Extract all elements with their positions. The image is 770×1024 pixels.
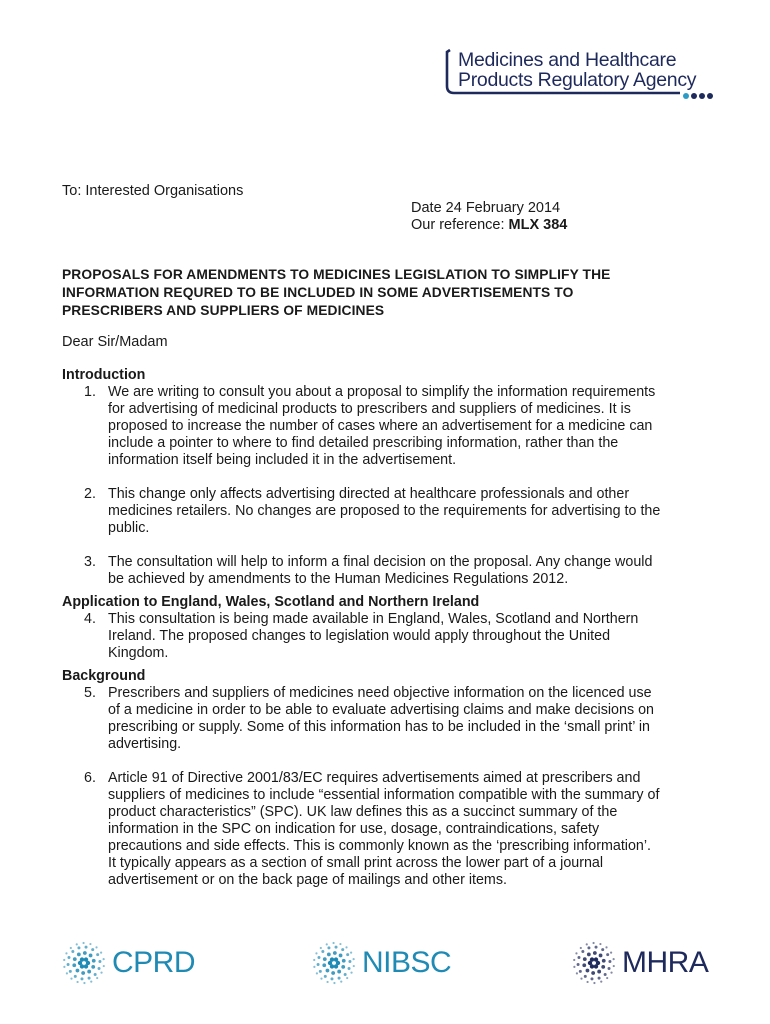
- item-number: 4.: [84, 611, 96, 627]
- recipient: To: Interested Organisations: [62, 183, 244, 199]
- text-line: product characteristics” (SPC). UK law defines this as a succinct summary of the: [108, 804, 618, 820]
- paragraph-1: [62, 384, 722, 469]
- text-line: Kingdom.: [108, 645, 169, 661]
- text-line: proposed to increase the number of cases where an advertisement for a medicine can: [108, 418, 653, 434]
- text-line: advertisement or on the back page of mailings and other items.: [108, 872, 507, 888]
- item-number: 2.: [84, 486, 96, 502]
- mhra-dots-icon: [572, 941, 616, 985]
- letter-body: [62, 367, 722, 889]
- title-line: INFORMATION REQURED TO BE INCLUDED IN SOME ADVERTISEMENTS TO: [62, 285, 574, 300]
- text-line: Prescribers and suppliers of medicines need objective information on the licenced use: [108, 685, 652, 701]
- text-line: for advertising of medicinal products to prescribers and suppliers of medicines. It is: [108, 401, 631, 417]
- section-heading-application: Application to England, Wales, Scotland and Northern Ireland: [62, 594, 480, 610]
- nibsc-dots-icon: [312, 941, 356, 985]
- text-line: This consultation is being made available in England, Wales, Scotland and Northern: [108, 611, 639, 627]
- nibsc-logo: [312, 938, 451, 988]
- text-line: Article 91 of Directive 2001/83/EC requires advertisements aimed at prescribers and: [108, 770, 641, 786]
- paragraph-4: [62, 611, 722, 662]
- text-line: include a pointer to where to find detailed prescribing information, rather than the: [108, 435, 619, 451]
- cprd-dots-icon: [62, 941, 106, 985]
- text-line: advertising.: [108, 736, 182, 752]
- text-line: Ireland. The proposed changes to legislation would apply throughout the United: [108, 628, 611, 644]
- section-heading-introduction: Introduction: [62, 367, 146, 383]
- item-number: 3.: [84, 554, 96, 570]
- text-line: We are writing to consult you about a proposal to simplify the information requirements: [108, 384, 656, 400]
- text-line: prescribing or supply. Some of this information has to be included in the ‘small print’ in: [108, 719, 650, 735]
- text-line: suppliers of medicines to include “essential information compatible with the summary of: [108, 787, 660, 803]
- text-line: It typically appears as a section of small print across the lower part of a journal: [108, 855, 604, 871]
- reference-label: Our reference:: [411, 217, 505, 233]
- item-number: 6.: [84, 770, 96, 786]
- logo-line-2: Products Regulatory Agency: [458, 69, 697, 91]
- letter-title: [62, 266, 722, 320]
- salutation: Dear Sir/Madam: [62, 334, 168, 350]
- mhra-header-logo: [440, 46, 730, 102]
- text-line: This change only affects advertising directed at healthcare professionals and other: [108, 486, 630, 502]
- item-number: 5.: [84, 685, 96, 701]
- text-line: be achieved by amendments to the Human Medicines Regulations 2012.: [108, 571, 569, 587]
- paragraph-5: [62, 685, 722, 753]
- cprd-wordmark: CPRD: [112, 946, 196, 979]
- reference-value: MLX 384: [508, 217, 568, 233]
- text-line: information in the SPC on indication for use, dosage, contraindications, safety: [108, 821, 600, 837]
- title-line: PROPOSALS FOR AMENDMENTS TO MEDICINES LEGISLATION TO SIMPLIFY THE: [62, 267, 611, 282]
- text-line: of a medicine in order to be able to evaluate advertising claims and make decisions on: [108, 702, 654, 718]
- paragraph-3: [62, 554, 722, 588]
- text-line: information itself being included it in the advertisement.: [108, 452, 457, 468]
- text-line: public.: [108, 520, 150, 536]
- item-number: 1.: [84, 384, 96, 400]
- text-line: precautions and side effects. This is commonly known as the ‘prescribing information’.: [108, 838, 652, 854]
- text-line: medicines retailers. No changes are proposed to the requirements for advertising to the: [108, 503, 661, 519]
- text-line: The consultation will help to inform a final decision on the proposal. Any change would: [108, 554, 653, 570]
- reference: [411, 217, 567, 233]
- cprd-logo: [62, 938, 195, 988]
- logo-line-1: Medicines and Healthcare: [458, 49, 677, 71]
- paragraph-2: [62, 486, 722, 537]
- mhra-footer-logo: [572, 938, 708, 988]
- nibsc-wordmark: NIBSC: [362, 946, 452, 979]
- paragraph-6: [62, 770, 722, 889]
- letter-date: Date 24 February 2014: [411, 200, 561, 216]
- section-heading-background: Background: [62, 668, 146, 684]
- title-line: PRESCRIBERS AND SUPPLIERS OF MEDICINES: [62, 303, 385, 318]
- mhra-wordmark: MHRA: [622, 946, 709, 979]
